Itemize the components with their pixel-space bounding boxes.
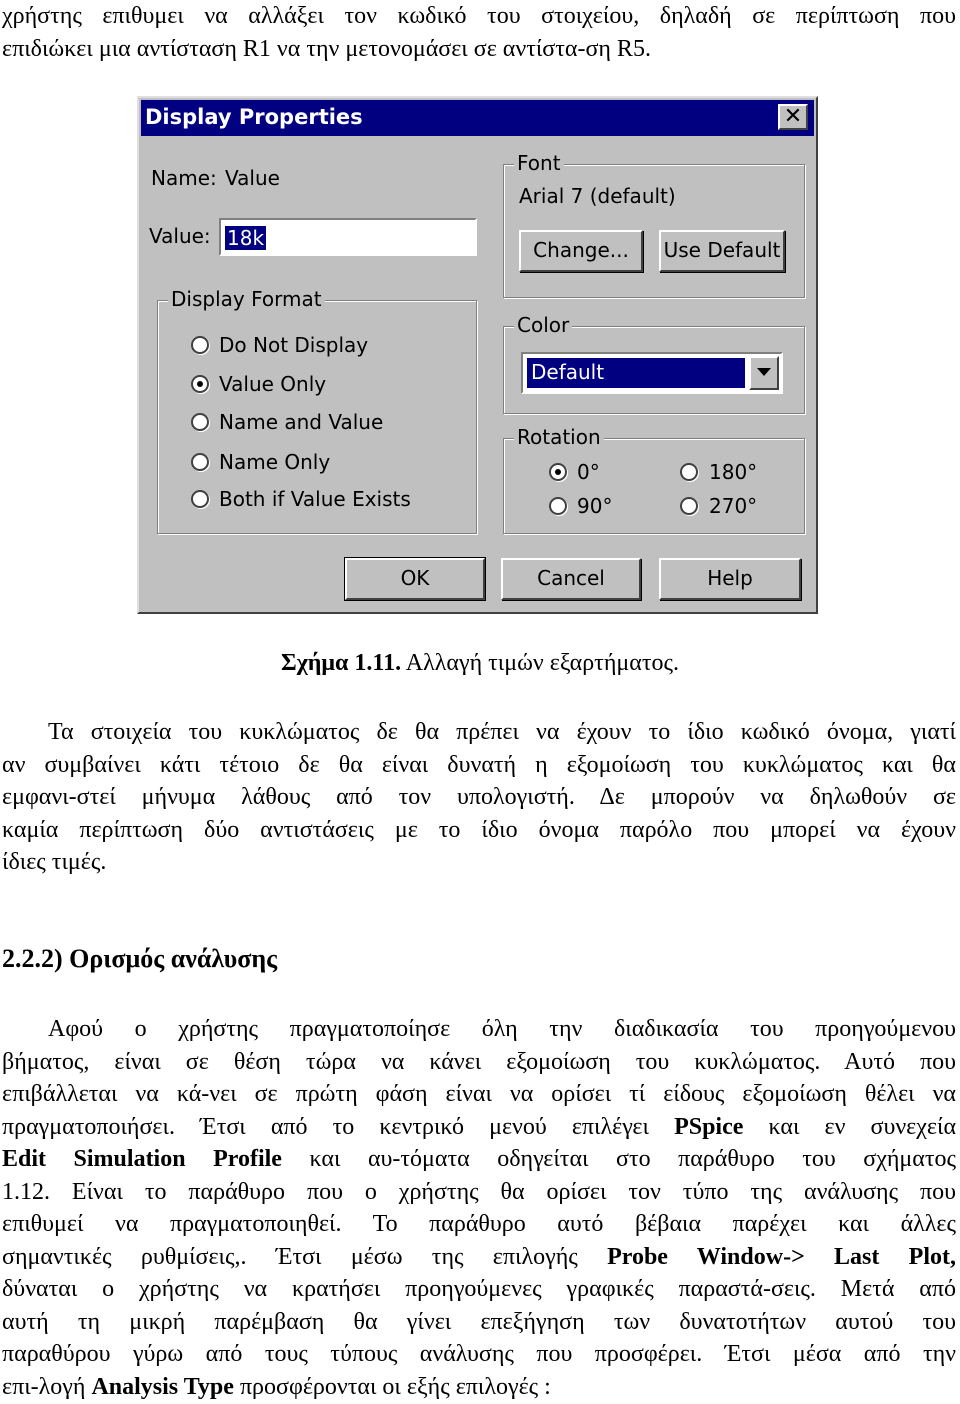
display-format-title: Display Format	[168, 287, 325, 311]
use-default-button[interactable]	[659, 230, 785, 272]
value-input-text: 18k	[227, 226, 265, 250]
intro-line-1: χρήστης επιθυμει να αλλάξει τον κωδικό του στοιχείου, δηλαδή σε περίπτωση που	[2, 3, 956, 29]
rotation-group	[503, 425, 805, 534]
change-font-label: Change...	[533, 238, 629, 262]
rotation-0-label: 0°	[577, 460, 600, 484]
p2-line-11: παραθύρου γύρω από τους τύπους ανάλυσης που προσφέρει. Έτσι μέσα από την	[2, 1341, 956, 1367]
display-properties-dialog	[137, 96, 818, 614]
p2-line-7: επιθυμεί να πραγματοποιηθεί. Το παράθυρο αυτό βέβαια παρέχει και άλλες	[2, 1211, 956, 1237]
analysis-type-term: Analysis Type	[91, 1373, 234, 1400]
p2-line-4-end: και εν συνεχεία	[768, 1113, 957, 1140]
p2-line-5-end: και αυ-τόματα οδηγείται στο παράθυρο του σχήματος	[309, 1146, 957, 1172]
color-select[interactable]	[521, 352, 783, 394]
radio-rotation-90[interactable]	[549, 497, 567, 515]
rotation-270-label: 270°	[709, 494, 758, 518]
radio-do-not-display[interactable]	[191, 336, 209, 354]
caption-label: Σχήμα 1.11.	[281, 650, 402, 676]
probe-window-term: Probe Window-> Last Plot,	[607, 1243, 957, 1270]
cancel-button[interactable]	[501, 558, 641, 600]
ok-label: OK	[400, 566, 430, 590]
font-current: Arial 7 (default)	[519, 184, 676, 208]
figure-caption	[0, 650, 960, 677]
change-font-button[interactable]	[519, 230, 643, 272]
font-title: Font	[514, 151, 564, 175]
p1-line-4: καμία περίπτωση δύο αντιστάσεις με το ίδιο όνομα παρόλο που μπορεί να έχουν	[2, 816, 956, 843]
dialog-titlebar	[141, 100, 814, 136]
name-value: Value	[225, 166, 280, 190]
p2-line-6: 1.12. Είναι το παράθυρο που ο χρήστης θα ορίσει τον τύπο της ανάλυσης που	[2, 1178, 956, 1205]
p2-line-1: Αφού ο χρήστης πραγματοποίησε όλη την διαδικασία του προηγούμενου	[48, 1016, 956, 1042]
option-name-and-value: Name and Value	[219, 410, 384, 434]
intro-line-2: επιδιώκει μια αντίσταση R1 να την μετονομάσει σε αντίστα-ση R5.	[2, 35, 651, 62]
ok-button[interactable]	[345, 558, 485, 600]
paragraph-1	[2, 716, 956, 879]
p2-line-12-end: προσφέρονται οι εξής επιλογές :	[239, 1373, 551, 1400]
radio-rotation-180[interactable]	[680, 463, 698, 481]
section-heading: 2.2.2) Ορισμός ανάλυσης	[2, 944, 278, 973]
p2-line-4	[2, 1111, 956, 1144]
p2-line-9: δύναται ο χρήστης να κρατήσει προηγούμενες γραφικές παραστά-σεις. Μετά από	[2, 1276, 956, 1302]
radio-value-only[interactable]	[191, 375, 209, 393]
close-icon[interactable]: ✕	[778, 104, 808, 130]
intro-paragraph	[2, 0, 956, 65]
rotation-180-label: 180°	[709, 460, 758, 484]
color-selected-value: Default	[531, 360, 605, 384]
help-label: Help	[707, 566, 753, 590]
p2-line-10: αυτή τη μικρή παρέμβαση θα γίνει επεξήγηση των δυνατοτήτων αυτού του	[2, 1308, 956, 1335]
p1-line-3: εμφανι-στεί μήνυμα λάθους από τον υπολογιστή. Δε μπορούν να δηλωθούν σε	[2, 784, 956, 810]
option-value-only: Value Only	[219, 372, 327, 396]
p2-line-3: επιβάλλεται να κά-νει σε πρώτη φάση είναι να ορίσει τί είδους εξομοίωση θέλει να	[2, 1081, 956, 1107]
p2-line-4-text: πραγματοποιήσει. Έτσι από το κεντρικό μενού επιλέγει	[2, 1113, 649, 1140]
rotation-90-label: 90°	[577, 494, 613, 518]
rotation-title: Rotation	[514, 425, 604, 449]
color-title: Color	[514, 313, 572, 337]
p2-line-12-text: επι-λογή	[2, 1373, 86, 1400]
paragraph-2	[2, 1013, 956, 1403]
radio-name-only[interactable]	[191, 453, 209, 471]
p1-line-2: αν συμβαίνει κάτι τέτοιο δε θα είναι δυνατή η εξομοίωση του κυκλώματος και θα	[2, 751, 956, 778]
dialog-title: Display Properties	[145, 105, 363, 129]
p1-line-5: ίδιες τιμές.	[2, 849, 107, 875]
caption-text: Αλλαγή τιμών εξαρτήματος.	[401, 650, 679, 676]
option-do-not-display: Do Not Display	[219, 333, 369, 357]
cancel-label: Cancel	[537, 566, 605, 590]
radio-rotation-270[interactable]	[680, 497, 698, 515]
edit-simulation-profile-term: Edit Simulation Profile	[2, 1146, 282, 1172]
color-select-highlight	[527, 358, 745, 388]
help-button[interactable]	[659, 558, 801, 600]
use-default-label: Use Default	[663, 238, 781, 262]
name-label: Name:	[151, 166, 217, 190]
option-name-only: Name Only	[219, 450, 331, 474]
value-label: Value:	[149, 224, 211, 248]
option-both-if-value-exists: Both if Value Exists	[219, 487, 411, 511]
p2-line-12	[2, 1371, 956, 1404]
radio-rotation-0[interactable]	[549, 463, 567, 481]
chevron-down-icon[interactable]	[749, 356, 779, 390]
p2-line-2: βήματος, είναι σε θέση τώρα να κάνει εξομοίωση του κυκλώματος. Αυτό που	[2, 1048, 956, 1075]
p2-line-5	[2, 1143, 956, 1176]
value-input[interactable]	[219, 218, 477, 256]
p2-line-8-text: σημαντικές ρυθμίσεις,. Έτσι μέσω της επιλογής	[2, 1243, 578, 1270]
radio-name-and-value[interactable]	[191, 413, 209, 431]
dropdown-arrow-glyph	[757, 368, 771, 378]
p1-line-1: Τα στοιχεία του κυκλώματος δε θα πρέπει να έχουν το ίδιο κωδικό όνομα, γιατί	[48, 719, 956, 745]
p2-line-8	[2, 1241, 956, 1274]
pspice-term: PSpice	[674, 1113, 744, 1140]
radio-both-if-value-exists[interactable]	[191, 490, 209, 508]
